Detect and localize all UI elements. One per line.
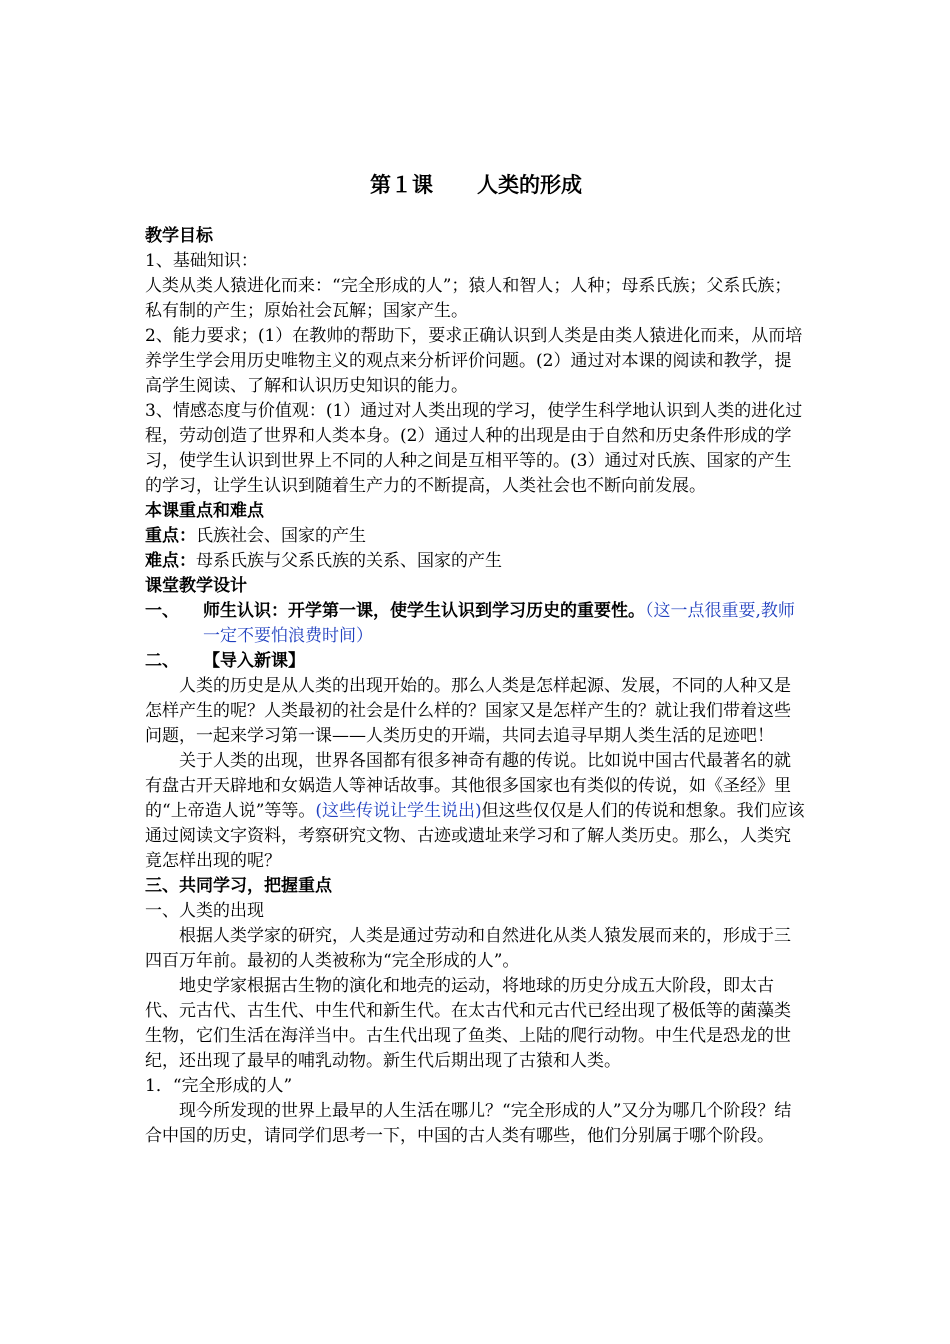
paragraph-origin: 根据人类学家的研究，人类是通过劳动和自然进化从类人猿发展而来的，形成于三四百万年前。最初的人类被称为“完全形成的人”。 <box>145 926 791 971</box>
step-1-text: 师生认识：开学第一课，使学生认识到学习历史的重要性。 <box>203 601 645 621</box>
step-2-number: 二、 <box>145 651 179 671</box>
intro-paragraph-1: 人类的历史是从人类的出现开始的。那么人类是怎样起源、发展，不同的人种又是怎样产生的呢？人类最初的社会是什么样的？国家又是怎样产生的？就让我们带着这些问题，一起来学习第一课——人类历史的开端，共同去追寻早期人类生活的足迹吧！ <box>145 676 791 746</box>
key-point-text: 氏族社会、国家的产生 <box>196 526 366 546</box>
step-2 <box>145 649 807 674</box>
section-heading-key-points: 本课重点和难点 <box>145 501 264 521</box>
step-2-title: 【导入新课】 <box>203 651 305 671</box>
intro-paragraph-2-note: (这些传说让学生说出) <box>315 801 482 821</box>
lesson-number: 第１课 <box>370 172 433 197</box>
goal-1-heading: 1、基础知识： <box>145 251 258 271</box>
item-1-heading: 1．“完全形成的人” <box>145 1076 293 1096</box>
paragraph-question: 现今所发现的世界上最早的人生活在哪儿？“完全形成的人”又分为哪几个阶段？结合中国的历史，请同学们思考一下，中国的古人类有哪些，他们分别属于哪个阶段。 <box>145 1101 792 1146</box>
paragraph-geology: 地史学家根据古生物的演化和地壳的运动，将地球的历史分成五大阶段，即太古代、元古代、古生代、中生代和新生代。在太古代和元古代已经出现了极低等的菌藻类生物，它们生活在海洋当中。古生代出现了鱼类、上陆的爬行动物。中生代是恐龙的世纪，还出现了最早的哺乳动物。新生代后期出现了古猿和人类。 <box>145 976 791 1071</box>
intro-paragraph-2-part-a: 关于人类的出现，世界各国都有很多神奇有趣的传说。比如说中国古代最著名的就有盘古开天辟地和女娲造人等神话故事。其他很多国家也有类似的传说，如《圣经》里的“上帝造人说”等等。 <box>145 751 791 821</box>
section-heading-goals: 教学目标 <box>145 226 213 246</box>
key-point-label: 重点： <box>145 526 196 546</box>
lesson-name: 人类的形成 <box>477 172 582 197</box>
difficulty-line <box>145 549 807 574</box>
step-1-number: 一、 <box>145 601 179 621</box>
key-point-line <box>145 524 807 549</box>
lesson-title <box>145 170 807 200</box>
intro-paragraph-2-part-b: 但这些仅仅是人们的传说和想象。我们应该通过阅读文字资料，考察研究文物、古迹或遗址来学习和了解人类历史。那么，人类究竟怎样出现的呢？ <box>145 801 805 871</box>
document-body <box>145 170 807 1149</box>
subheading-human-emergence: 一、人类的出现 <box>145 901 264 921</box>
section-heading-study: 三、共同学习，把握重点 <box>145 876 332 896</box>
step-1-note: （这一点很重要,教师一定不要怕浪费时间） <box>203 601 795 646</box>
intro-paragraph-2 <box>145 749 807 874</box>
section-heading-design: 课堂教学设计 <box>145 576 247 596</box>
goal-3-body: 3、情感态度与价值观：(1）通过对人类出现的学习，使学生科学地认识到人类的进化过程，劳动创造了世界和人类本身。(2）通过人种的出现是由于自然和历史条件形成的学习，使学生认识到世界上不同的人种之间是互相平等的。(3）通过对氏族、国家的产生的学习，让学生认识到随着生产力的不断提高，人类社会也不断向前发展。 <box>145 401 803 496</box>
goal-1-body: 人类从类人猿进化而来：“完全形成的人”；猿人和智人；人种；母系氏族；父系氏族；私有制的产生；原始社会瓦解；国家产生。 <box>145 276 792 321</box>
difficulty-label: 难点： <box>145 551 196 571</box>
difficulty-text: 母系氏族与父系氏族的关系、国家的产生 <box>196 551 502 571</box>
step-1 <box>145 599 807 649</box>
goal-2-body: 2、能力要求；(1）在教帅的帮助下，要求正确认识到人类是由类人猿进化而来，从而培养学生学会用历史唯物主义的观点来分析评价问题。(2）通过对本课的阅读和教学，提高学生阅读、了解和认识历史知识的能力。 <box>145 326 803 396</box>
